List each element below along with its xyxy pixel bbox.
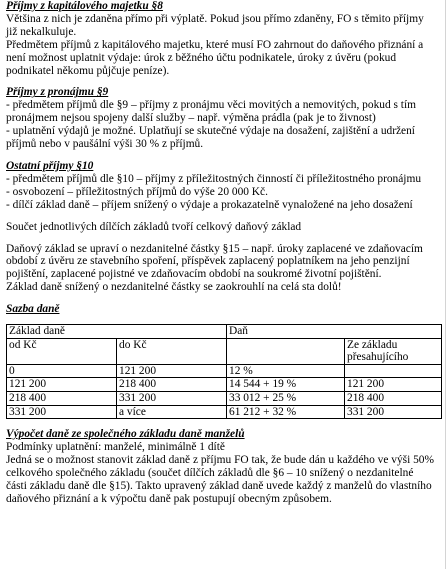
header-tax-base: Základ daně [7,325,227,339]
cell-from: 121 200 [7,378,117,392]
text-line: Jedná se o možnost stanovit základ daně z příjmu FO tak, že bude dán u každého ve výši 50% [6,454,434,466]
text-line: Daňový základ se upraví o nezdanitelné částky §15 – např. úroky zaplacené ve zdaňovacím [6,242,423,255]
cell-tax: 14 544 + 19 % [227,378,345,392]
cell-tax: 12 % [227,364,345,378]
heading-other-income: Ostatní příjmy §10 [6,159,94,172]
text-line: Základ daně snížený o nezdanitelné částky se zaokrouhlí na celá sta dolů! [6,281,342,294]
text-line: - předmětem příjmů dle §10 – příjmy z příležitostných činností či příležitostného pronájmu [6,172,422,185]
heading-capital-income: Příjmy z kapitálového majetku §8 [6,0,163,12]
tax-rate-table [6,324,442,419]
header-tax: Daň [227,325,442,339]
table-subheader-row [7,338,442,364]
text-line: příjmů nebo v paušální výši 30 % z příjmů. [6,138,204,151]
cell-to: a více [117,405,227,419]
text-line: není možnost uplatnit výdaje: úrok z běžného účtu podnikatele, úroky z úvěru (pokud [6,51,397,64]
cell-tax: 61 212 + 32 % [227,405,345,419]
table-row [7,392,442,406]
text-line: již nekalkuluje. [6,25,77,38]
text-line: pojištění, zaplacené pojistné ve zdaňovacím období na soukromé životní pojištění. [6,268,382,281]
text-line: daňového přiznání a k výpočtu daně pak postupují obecným způsobem. [6,492,332,505]
text-line: - osvobození – příležitostných příjmů do výše 20 000 Kč. [6,185,268,198]
cell-over: 121 200 [345,378,442,392]
cell-over [345,364,442,378]
heading-joint-tax: Výpočet daně ze společného základu daně manželů [6,428,245,441]
table-row [7,378,442,392]
cell-from: 218 400 [7,392,117,406]
cell-to: 218 400 [117,378,227,392]
cell-to: 121 200 [117,364,227,378]
text-line: Většina z nich je zdaněna přímo při výplatě. Pokud jsou přímo zdaněny, FO s těmito příjmy [6,12,424,25]
header-from: od Kč [7,338,117,364]
text-line: období z úvěru ze stavebního spoření, příspěvek zaplacený poplatníkem na jeho penzijní [6,255,410,268]
text-line: pronájmem nejsou spojeny další služby – např. výměna prádla (pak je to živnost) [6,112,376,125]
table-row [7,364,442,378]
header-excess: Ze základu přesahujícího [345,338,442,364]
heading-tax-rate: Sazba daně [6,303,60,316]
cell-tax: 33 012 + 25 % [227,392,345,406]
table-header-row [7,325,442,339]
header-tax-empty [227,338,345,364]
text-line: Předmětem příjmů z kapitálového majetku, které musí FO zahrnout do daňového přiznání a [6,38,424,51]
heading-rent-income: Příjmy z pronájmu §9 [6,86,109,99]
text-line: - předmětem příjmů dle §9 – příjmy z pronájmu věci movitých a nemovitých, pokud s tím [6,99,416,112]
text-line: celkového společného základu (součet dílčích základů dle §6 – 10 snížený o nezdanitelné [6,466,414,479]
total-base-text: Součet jednotlivých dílčích základů tvoří celkový daňový základ [6,220,302,233]
cell-over: 218 400 [345,392,442,406]
header-to: do Kč [117,338,227,364]
text-line: - dílčí základ daně – příjem snížený o výdaje a prokazatelně vynaložené na jeho dosažení [6,198,413,211]
cell-from: 0 [7,364,117,378]
text-line: Podmínky uplatnění: manželé, minimálně 1 dítě [6,441,225,454]
table-row [7,405,442,419]
cell-to: 331 200 [117,392,227,406]
text-line: části základu daně dle §15). Takto upravený základ daně uvede každý z manželů do vlastního [6,479,432,492]
text-line: podnikatel někomu půjčuje peníze). [6,64,170,77]
text-line: - uplatnění výdajů je možné. Uplatňují se skutečné výdaje na dosažení, zajištění a udržení [6,125,415,138]
cell-from: 331 200 [7,405,117,419]
cell-over: 331 200 [345,405,442,419]
